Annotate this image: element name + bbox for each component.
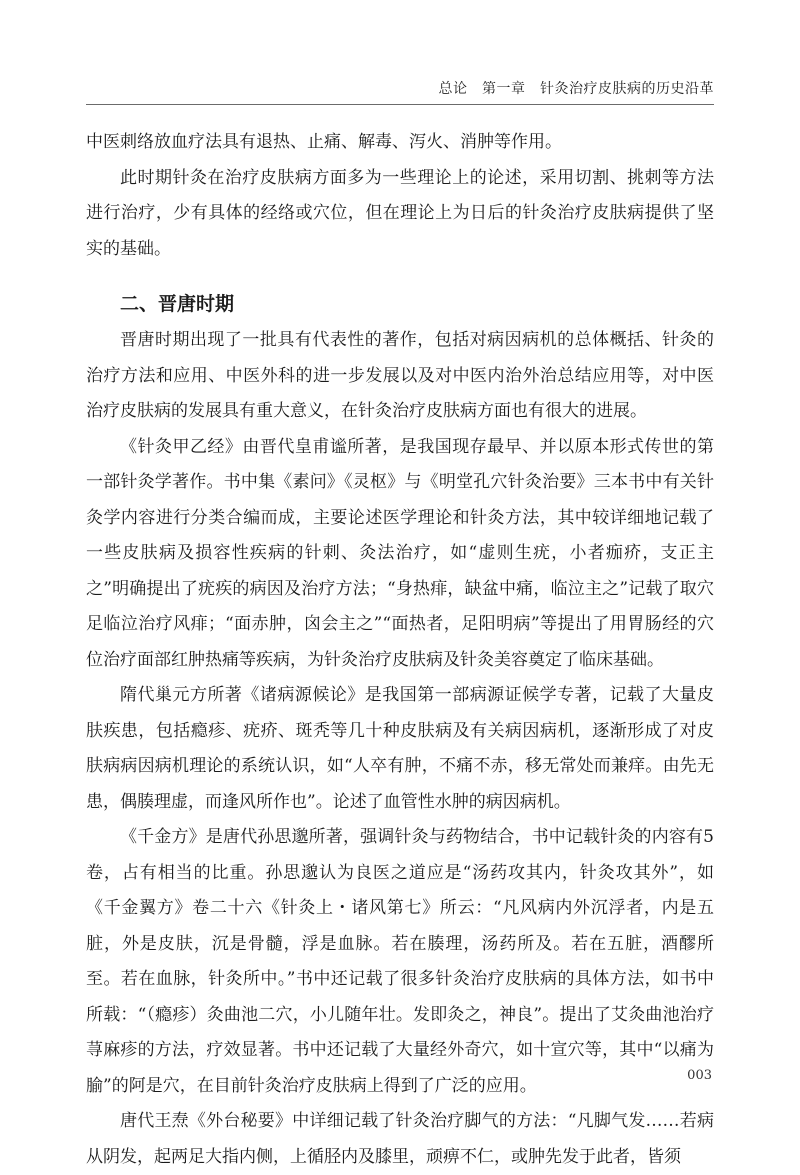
paragraph: 《针灸甲乙经》由晋代皇甫谧所著，是我国现存最早、并以原本形式传世的第一部针灸学著作。书中集《素问》《灵枢》与《明堂孔穴针灸治要》三本书中有关针灸学内容进行分类合编而成，主要论述医学理论和针灸方法，其中较详细地记载了一些皮肤病及损容性疾病的针刺、灸法治疗，如“虚则生疣，小者痂疥，支正主之”明确提出了疣疾的病因及治疗方法；“身热痱，缺盆中痛，临泣主之”记载了取穴足临泣治疗风痱；“面赤肿，囟会主之”“面热者，足阳明病”等提出了用胃肠经的穴位治疗面部红肿热痛等疾病，为针灸治疗皮肤病及针灸美容奠定了临床基础。 [86, 436, 714, 670]
section-heading: 二、晋唐时期 [120, 293, 235, 315]
paragraph: 《千金方》是唐代孙思邈所著，强调针灸与药物结合，书中记载针灸的内容有5卷，占有相当的比重。孙思邈认为良医之道应是“汤药攻其内，针灸攻其外”，如《千金翼方》卷二十六《针灸上・诸风第七》所云：“凡风病内外沉浮者，内是五脏，外是皮肤，沉是骨髓，浮是血脉。若在腠理，汤药所及。若在五脏，酒醪所至。若在血脉，针灸所中。”书中还记载了很多针灸治疗皮肤病的具体方法，如书中所载：“（瘾疹）灸曲池二穴，小儿随年壮。发即灸之，神良”。提出了艾灸曲池治疗荨麻疹的方法，疗效显著。书中还记载了大量经外奇穴，如十宣穴等，其中“以痛为腧”的阿是穴，在目前针灸治疗皮肤病上得到了广泛的应用。 [86, 827, 714, 1096]
paragraph: 晋唐时期出现了一批具有代表性的著作，包括对病因病机的总体概括、针灸的治疗方法和应用、中医外科的进一步发展以及对中医内治外治总结应用等，对中医治疗皮肤病的发展具有重大意义，在针灸治疗皮肤病方面也有很大的进展。 [86, 330, 714, 421]
running-header: 总论 第一章 针灸治疗皮肤病的历史沿革 [438, 81, 714, 97]
paragraph-continued: 中医刺络放血疗法具有退热、止痛、解毒、泻火、消肿等作用。 [86, 132, 562, 152]
paragraph: 隋代巢元方所著《诸病源候论》是我国第一部病源证候学专著，记载了大量皮肤疾患，包括瘾疹、疣疥、斑秃等几十种皮肤病及有关病因病机，逐渐形成了对皮肤病病因病机理论的系统认识，如“人卒有肿，不痛不赤，移无常处而兼痒。由先无患，偶腠理虚，而逢风所作也”。论述了血管性水肿的病因病机。 [86, 685, 714, 812]
paragraph: 唐代王焘《外台秘要》中详细记载了针灸治疗脚气的方法：“凡脚气发……若病从阴发，起两足大指内侧，上循胫内及膝里，顽痹不仁，或肿先发于此者，皆须 [86, 1111, 714, 1167]
page-body [86, 125, 714, 1175]
header-rule [86, 104, 714, 105]
paragraph: 此时期针灸在治疗皮肤病方面多为一些理论上的论述，采用切割、挑刺等方法进行治疗，少有具体的经络或穴位，但在理论上为日后的针灸治疗皮肤病提供了坚实的基础。 [86, 167, 714, 259]
page-number: 003 [687, 1068, 712, 1083]
